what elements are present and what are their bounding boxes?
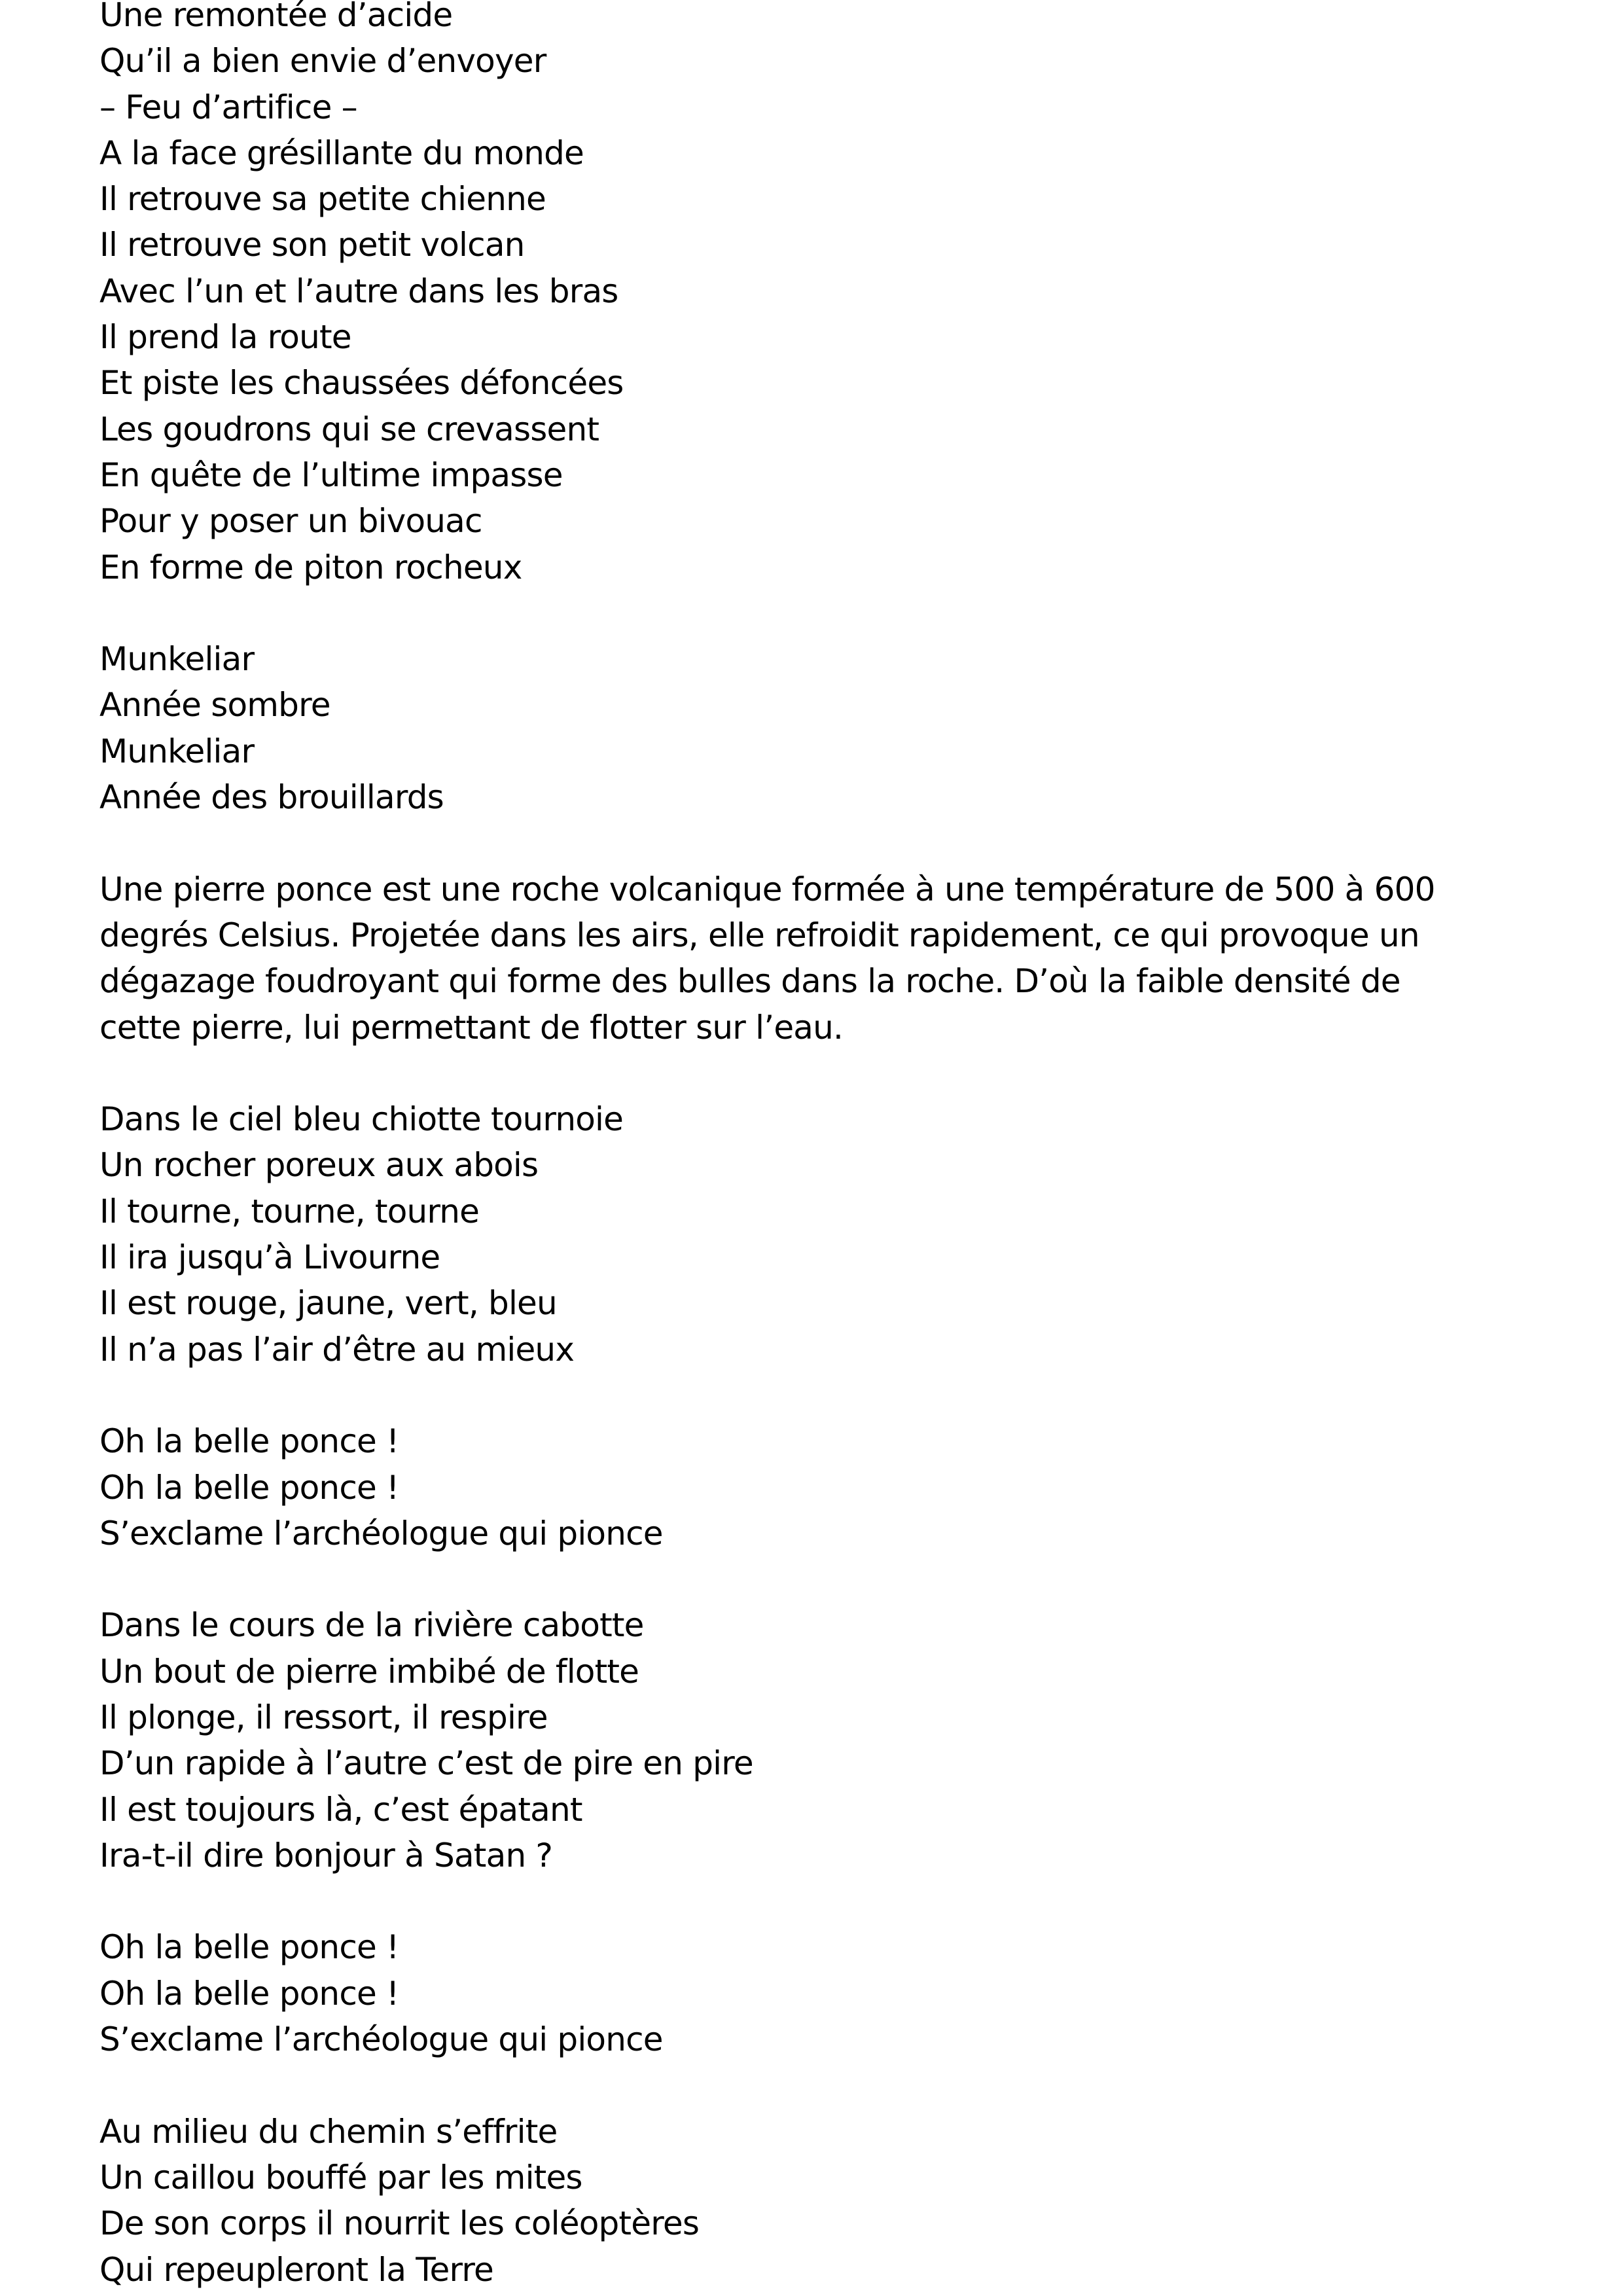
verse-line: Ira-t-il dire bonjour à Satan ?: [99, 1836, 553, 1874]
verse-line: D’un rapide à l’autre c’est de pire en pire: [99, 1744, 753, 1783]
stanza-1: [99, 0, 1524, 590]
prose-paragraph: [99, 867, 1524, 1050]
verse-line: Dans le cours de la rivière cabotte: [99, 1606, 644, 1645]
verse-line: Et piste les chaussées défoncées: [99, 364, 624, 403]
verse-line: Il plonge, il ressort, il respire: [99, 1698, 548, 1736]
verse-line: Un rocher poreux aux abois: [99, 1146, 539, 1185]
verse-line: Il retrouve son petit volcan: [99, 226, 525, 264]
verse-line: Oh la belle ponce !: [99, 1974, 399, 2013]
verse-line: Il est rouge, jaune, vert, bleu: [99, 1284, 557, 1323]
verse-line: En forme de piton rocheux: [99, 548, 522, 586]
verse-line: Un caillou bouffé par les mites: [99, 2158, 582, 2197]
stanza-2: [99, 636, 1524, 820]
refrain-1: [99, 1418, 1524, 1556]
verse-line: Qui repeupleront la Terre: [99, 2250, 493, 2289]
verse-line: Il tourne, tourne, tourne: [99, 1192, 480, 1230]
verse-line: S’exclame l’archéologue qui pionce: [99, 1514, 663, 1552]
verse-line: A la face grésillante du monde: [99, 134, 584, 172]
verse-line: Une remontée d’acide: [99, 0, 453, 34]
verse-line: Année des brouillards: [99, 778, 444, 817]
verse-line: Avec l’un et l’autre dans les bras: [99, 272, 618, 310]
stanza-3: [99, 1096, 1524, 1372]
verse-line: Il ira jusqu’à Livourne: [99, 1238, 440, 1277]
verse-line: Oh la belle ponce !: [99, 1468, 399, 1507]
verse-line: – Feu d’artifice –: [99, 88, 357, 126]
verse-line: Année sombre: [99, 686, 330, 725]
prose-line: degrés Celsius. Projetée dans les airs, elle refroidit rapidement, ce qui provoque un: [99, 916, 1419, 954]
verse-line: En quête de l’ultime impasse: [99, 456, 563, 494]
verse-line: Oh la belle ponce !: [99, 1422, 399, 1461]
verse-line: Qu’il a bien envie d’envoyer: [99, 42, 546, 81]
verse-line: Les goudrons qui se crevassent: [99, 410, 599, 448]
verse-line: Au milieu du chemin s’effrite: [99, 2112, 558, 2151]
stanza-4: [99, 1602, 1524, 1878]
verse-line: Il retrouve sa petite chienne: [99, 180, 546, 219]
verse-line: Dans le ciel bleu chiotte tournoie: [99, 1100, 624, 1139]
verse-line: De son corps il nourrit les coléoptères: [99, 2204, 700, 2243]
document-page: [99, 0, 1524, 2293]
verse-line: Il est toujours là, c’est épatant: [99, 1790, 582, 1829]
verse-line: Pour y poser un bivouac: [99, 502, 482, 541]
verse-line: Munkeliar: [99, 640, 255, 679]
prose-line: dégazage foudroyant qui forme des bulles dans la roche. D’où la faible densité de: [99, 962, 1400, 1001]
prose-line: cette pierre, lui permettant de flotter sur l’eau.: [99, 1008, 844, 1047]
verse-line: Il n’a pas l’air d’être au mieux: [99, 1330, 575, 1369]
verse-line: S’exclame l’archéologue qui pionce: [99, 2020, 663, 2059]
verse-line: Un bout de pierre imbibé de flotte: [99, 1652, 639, 1691]
refrain-2: [99, 1924, 1524, 2062]
verse-line: Munkeliar: [99, 732, 255, 770]
verse-line: Oh la belle ponce !: [99, 1928, 399, 1967]
verse-line: Il prend la route: [99, 318, 351, 357]
stanza-5: [99, 2109, 1524, 2293]
prose-line: Une pierre ponce est une roche volcanique formée à une température de 500 à 600: [99, 870, 1435, 908]
